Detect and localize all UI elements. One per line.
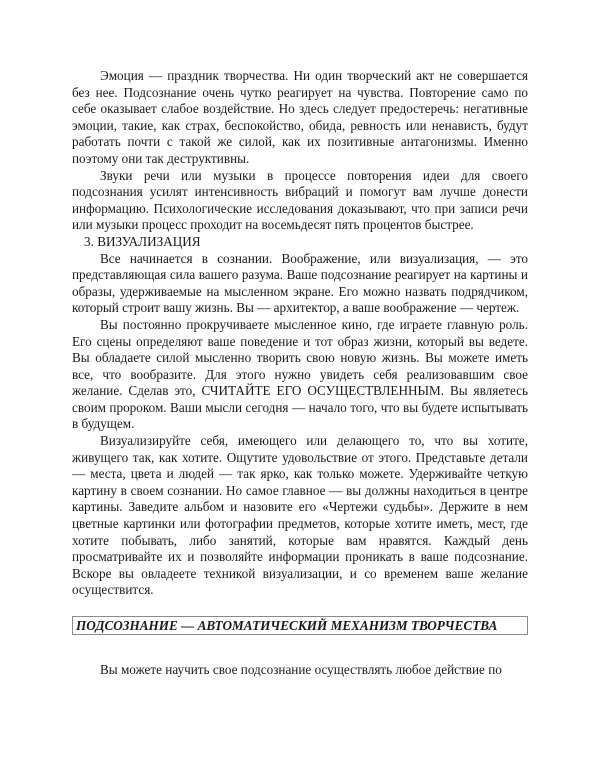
section-heading-visualization: 3. ВИЗУАЛИЗАЦИЯ xyxy=(84,233,201,249)
paragraph-visualize-yourself: Визуализируйте себя, имеющего или делающего то, что вы хотите, живущего так, как хотите. Ощутите удовольствие от этого. Представьте детали — места, цвета и людей — так ярко, как только можете. Удерживайте четкую картину в своем сознании. Но самое главное — вы должны находиться в центре картины. Заведите альбом и назовите его «Чертежи судьбы». Держите в нем цветные картинки или фотографии предметов, которые хотите иметь, мест, где хотите побывать, либо занятий, которые вам нравятся. Каждый день просматривайте их и позволяйте информации проникать в ваше подсознание. Вскоре вы овладеете техникой визуализации, и со временем ваше желание осуществится. xyxy=(72,433,528,598)
section-title-subconscious: ПОДСОЗНАНИЕ — АВТОМАТИЧЕСКИЙ МЕХАНИЗМ ТВОРЧЕСТВА xyxy=(72,616,528,635)
paragraph-emotion: Эмоция — праздник творчества. Ни один творческий акт не совершается без нее. Подсознание очень чутко реагирует на чувства. Повторение само по себе оказывает слабое воздействие. Но здесь следует предостеречь: негативные эмоции, такие, как страх, беспокойство, обида, ревность или ненависть, будут работать почти с такой же силой, как их позитивные антагонизмы. Именно поэтому они так деструктивны. xyxy=(72,68,528,166)
paragraph-mental-movie: Вы постоянно прокручиваете мысленное кино, где играете главную роль. Его сцены определяют ваше поведение и тот образ жизни, который вы ведете. Вы обладаете силой мысленно творить свою новую жизнь. Вы можете иметь все, что вообразите. Для этого нужно увидеть себя реализовавшим свое желание. Сделав это, СЧИТАЙТЕ ЕГО ОСУЩЕСТВЛЕННЫМ. Вы являетесь своим пророком. Ваши мысли сегодня — начало того, что вы будете испытывать в будущем. xyxy=(72,316,528,432)
paragraph-teach-subconscious: Вы можете научить свое подсознание осуществлять любое действие по xyxy=(100,662,502,677)
document-page xyxy=(72,68,528,679)
paragraph-imagination: Все начинается в сознании. Воображение, или визуализация, — это представляющая сила вашего разума. Ваше подсознание реагирует на картины и образы, удерживаемые на мысленном экране. Его можно назвать подрядчиком, который строит вашу жизнь. Вы — архитектор, а ваше воображение — чертеж. xyxy=(72,250,528,316)
paragraph-sounds: Звуки речи или музыки в процессе повторения идеи для своего подсознания усилят интенсивность вибраций и помогут вам лучше донести информацию. Психологические исследования доказывают, что при записи речи или музыки процесс проходит на восемьдесят пять процентов быстрее. xyxy=(72,167,528,233)
